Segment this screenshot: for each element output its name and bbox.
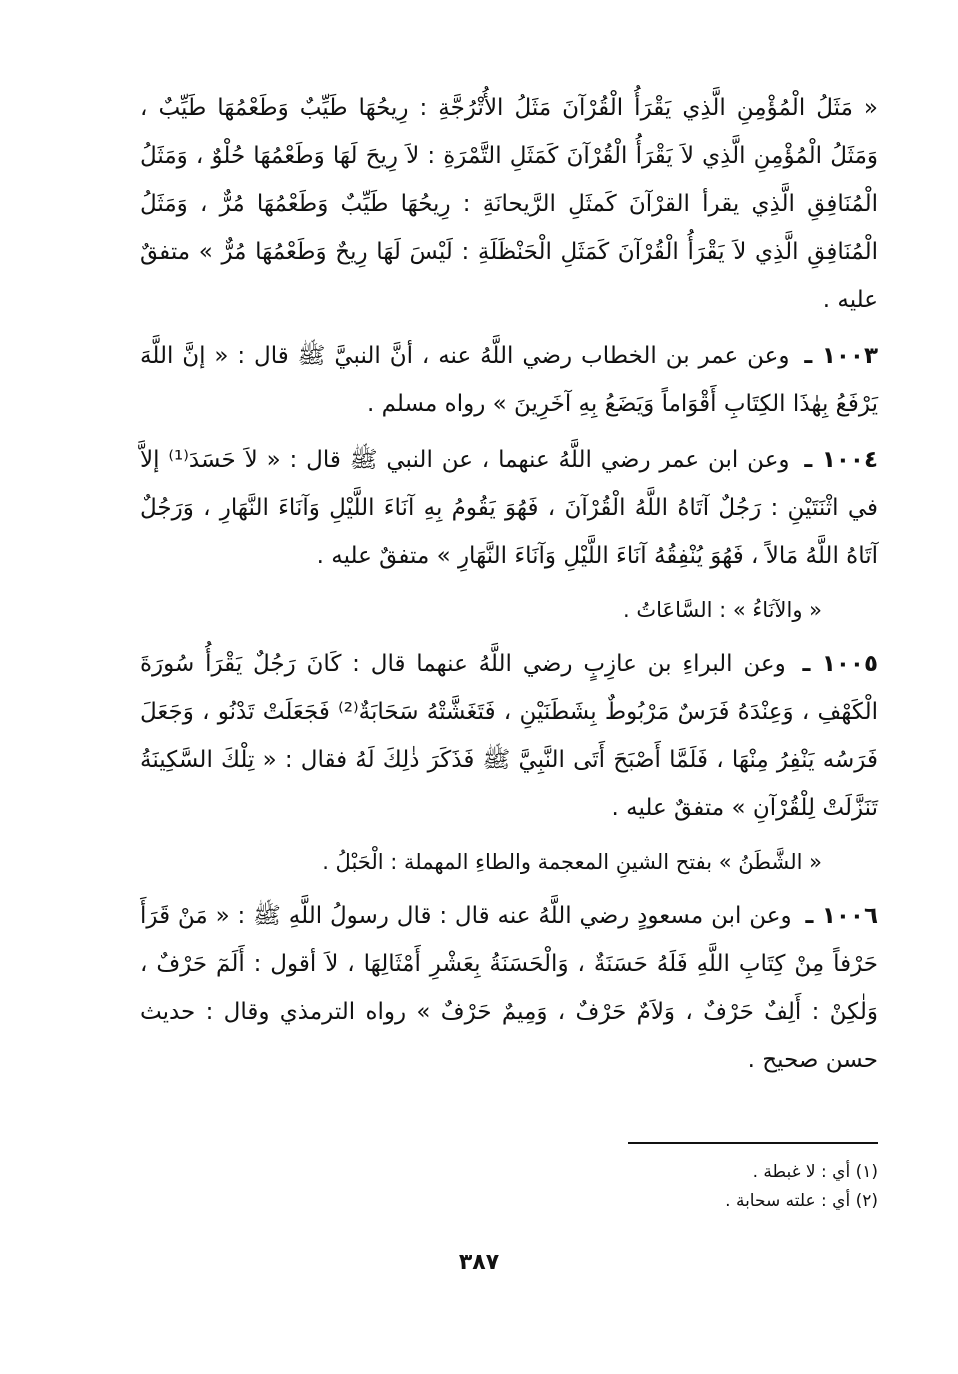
page-number: ٣٨٧ xyxy=(458,1250,500,1275)
hadith-1004 xyxy=(140,436,878,580)
glossary-text: « الشَّطَنُ » بفتح الشينِ المعجمة والطاءِ المهملة : الْحَبْلُ . xyxy=(322,850,822,874)
footnotes xyxy=(378,1158,878,1216)
glossary-note-anaa xyxy=(140,588,878,632)
footnote-2: (٢) أي : علته سحابة . xyxy=(725,1191,878,1211)
hadith-1005 xyxy=(140,640,878,832)
glossary-note-shatan xyxy=(140,840,878,884)
hadith-number: ١٠٠٥ ـ xyxy=(802,651,878,677)
glossary-text: « والآنَاءُ » : السَّاعَاتُ . xyxy=(623,598,822,622)
hadith-body: وعن البراءِ بن عازِبٍ رضي اللَّهُ عنهما قال : كَانَ رَجُلٌ يَقْرَأُ سُورَةَ الْكَهْفِ ، وَعِنْدَهُ فَرَسٌ مَرْبُوطٌ بِشَطَنَيْنِ ، فَتَغَشَّتْهُ سَحَابَةٌ⁽²⁾ فَجَعَلَتْ تَدْنُو ، وَجَعَلَ فَرَسُه يَنْفِرُ مِنْهَا ، فَلَمَّا أَصْبَحَ أَتَى النَّبِيَّ ﷺ فَذَكَرَ ذٰلِكَ لَهُ فقال : « تِلْكَ السَّكِينَةُ تَنَزَّلَتْ لِلْقُرْآنِ » متفقٌ عليه . xyxy=(140,651,878,821)
hadith-text-continuation xyxy=(140,84,878,324)
hadith-number: ١٠٠٣ ـ xyxy=(804,343,879,369)
hadith-body: وعن ابن عمر رضي اللَّهُ عنهما ، عن النبي ﷺ قال : « لاَ حَسَدَ⁽¹⁾ إلاَّ في اثْنَتَيْنِ : رَجُلٌ آتَاهُ اللَّهُ الْقُرْآنَ ، فَهُوَ يَقُومُ بِهِ آنَاءَ اللَّيْلِ وَآنَاءَ النَّهَارِ ، وَرَجُلٌ آتَاهُ اللَّهُ مَالاً ، فَهُوَ يُنْفِقُهُ آنَاءَ اللَّيْلِ وَآنَاءَ النَّهَارِ » متفقٌ عليه . xyxy=(140,447,878,569)
hadith-body: وعن ابن مسعودٍ رضي اللَّهُ عنه قال : قال رسولُ اللَّهِ ﷺ : « مَنْ قَرَأَ حَرْفاً مِنْ كِتَابِ اللَّهِ فَلَهُ حَسَنَةٌ ، وَالْحَسَنَةُ بِعَشْرِ أَمْثَالِهَا ، لاَ أقول : أَلَمٓ حَرْفٌ ، وَلٰكِنْ : أَلِفٌ حَرْفٌ ، وَلاَمٌ حَرْفٌ ، وَمِيمٌ حَرْفٌ » رواه الترمذي وقال : حديث حسن صحيح . xyxy=(140,903,878,1073)
hadith-1006 xyxy=(140,892,878,1084)
footnote-divider xyxy=(628,1142,878,1144)
main-text xyxy=(140,84,878,1092)
footnote-1: (١) أي : لا غبطة . xyxy=(752,1162,878,1182)
hadith-number: ١٠٠٤ ـ xyxy=(804,447,878,473)
hadith-1003 xyxy=(140,332,878,428)
hadith-number: ١٠٠٦ ـ xyxy=(805,903,879,929)
hadith-body: وعن عمر بن الخطاب رضي اللَّهُ عنه ، أنَّ النبيَّ ﷺ قال : « إنَّ اللَّهَ يَرْفَعُ بِهٰذَا الكِتَابِ أَقْوَاماً وَيَضَعُ بِهِ آخَرِينَ » رواه مسلم . xyxy=(140,343,878,417)
hadith-body: « مَثَلُ الْمُؤْمِنِ الَّذِي يَقْرَأُ الْقُرْآنَ مَثَلُ الأُتْرُجَّةِ : رِيحُهَا طَيِّبٌ وَطَعْمُهَا طَيِّبٌ ، وَمَثَلُ الْمُؤْمِنِ الَّذِي لاَ يَقْرَأُ الْقُرْآنَ كَمَثَلِ التَّمْرَةِ : لاَ رِيحَ لَهَا وَطَعْمُهَا حُلْوٌ ، وَمَثَلُ الْمُنَافِقِ الَّذِي يقرأ القرْآنَ كَمثَلِ الرَّيحانَةِ : رِيحُهَا طَيِّبٌ وَطَعْمُهَا مُرٌّ ، وَمَثَلُ الْمُنَافِقِ الَّذِي لاَ يَقْرَأُ الْقُرْآنَ كَمَثَلِ الْحَنْظَلَةِ : لَيْسَ لَهَا رِيحٌ وَطَعْمُهَا مُرٌّ » متفقٌ عليه . xyxy=(140,95,878,313)
